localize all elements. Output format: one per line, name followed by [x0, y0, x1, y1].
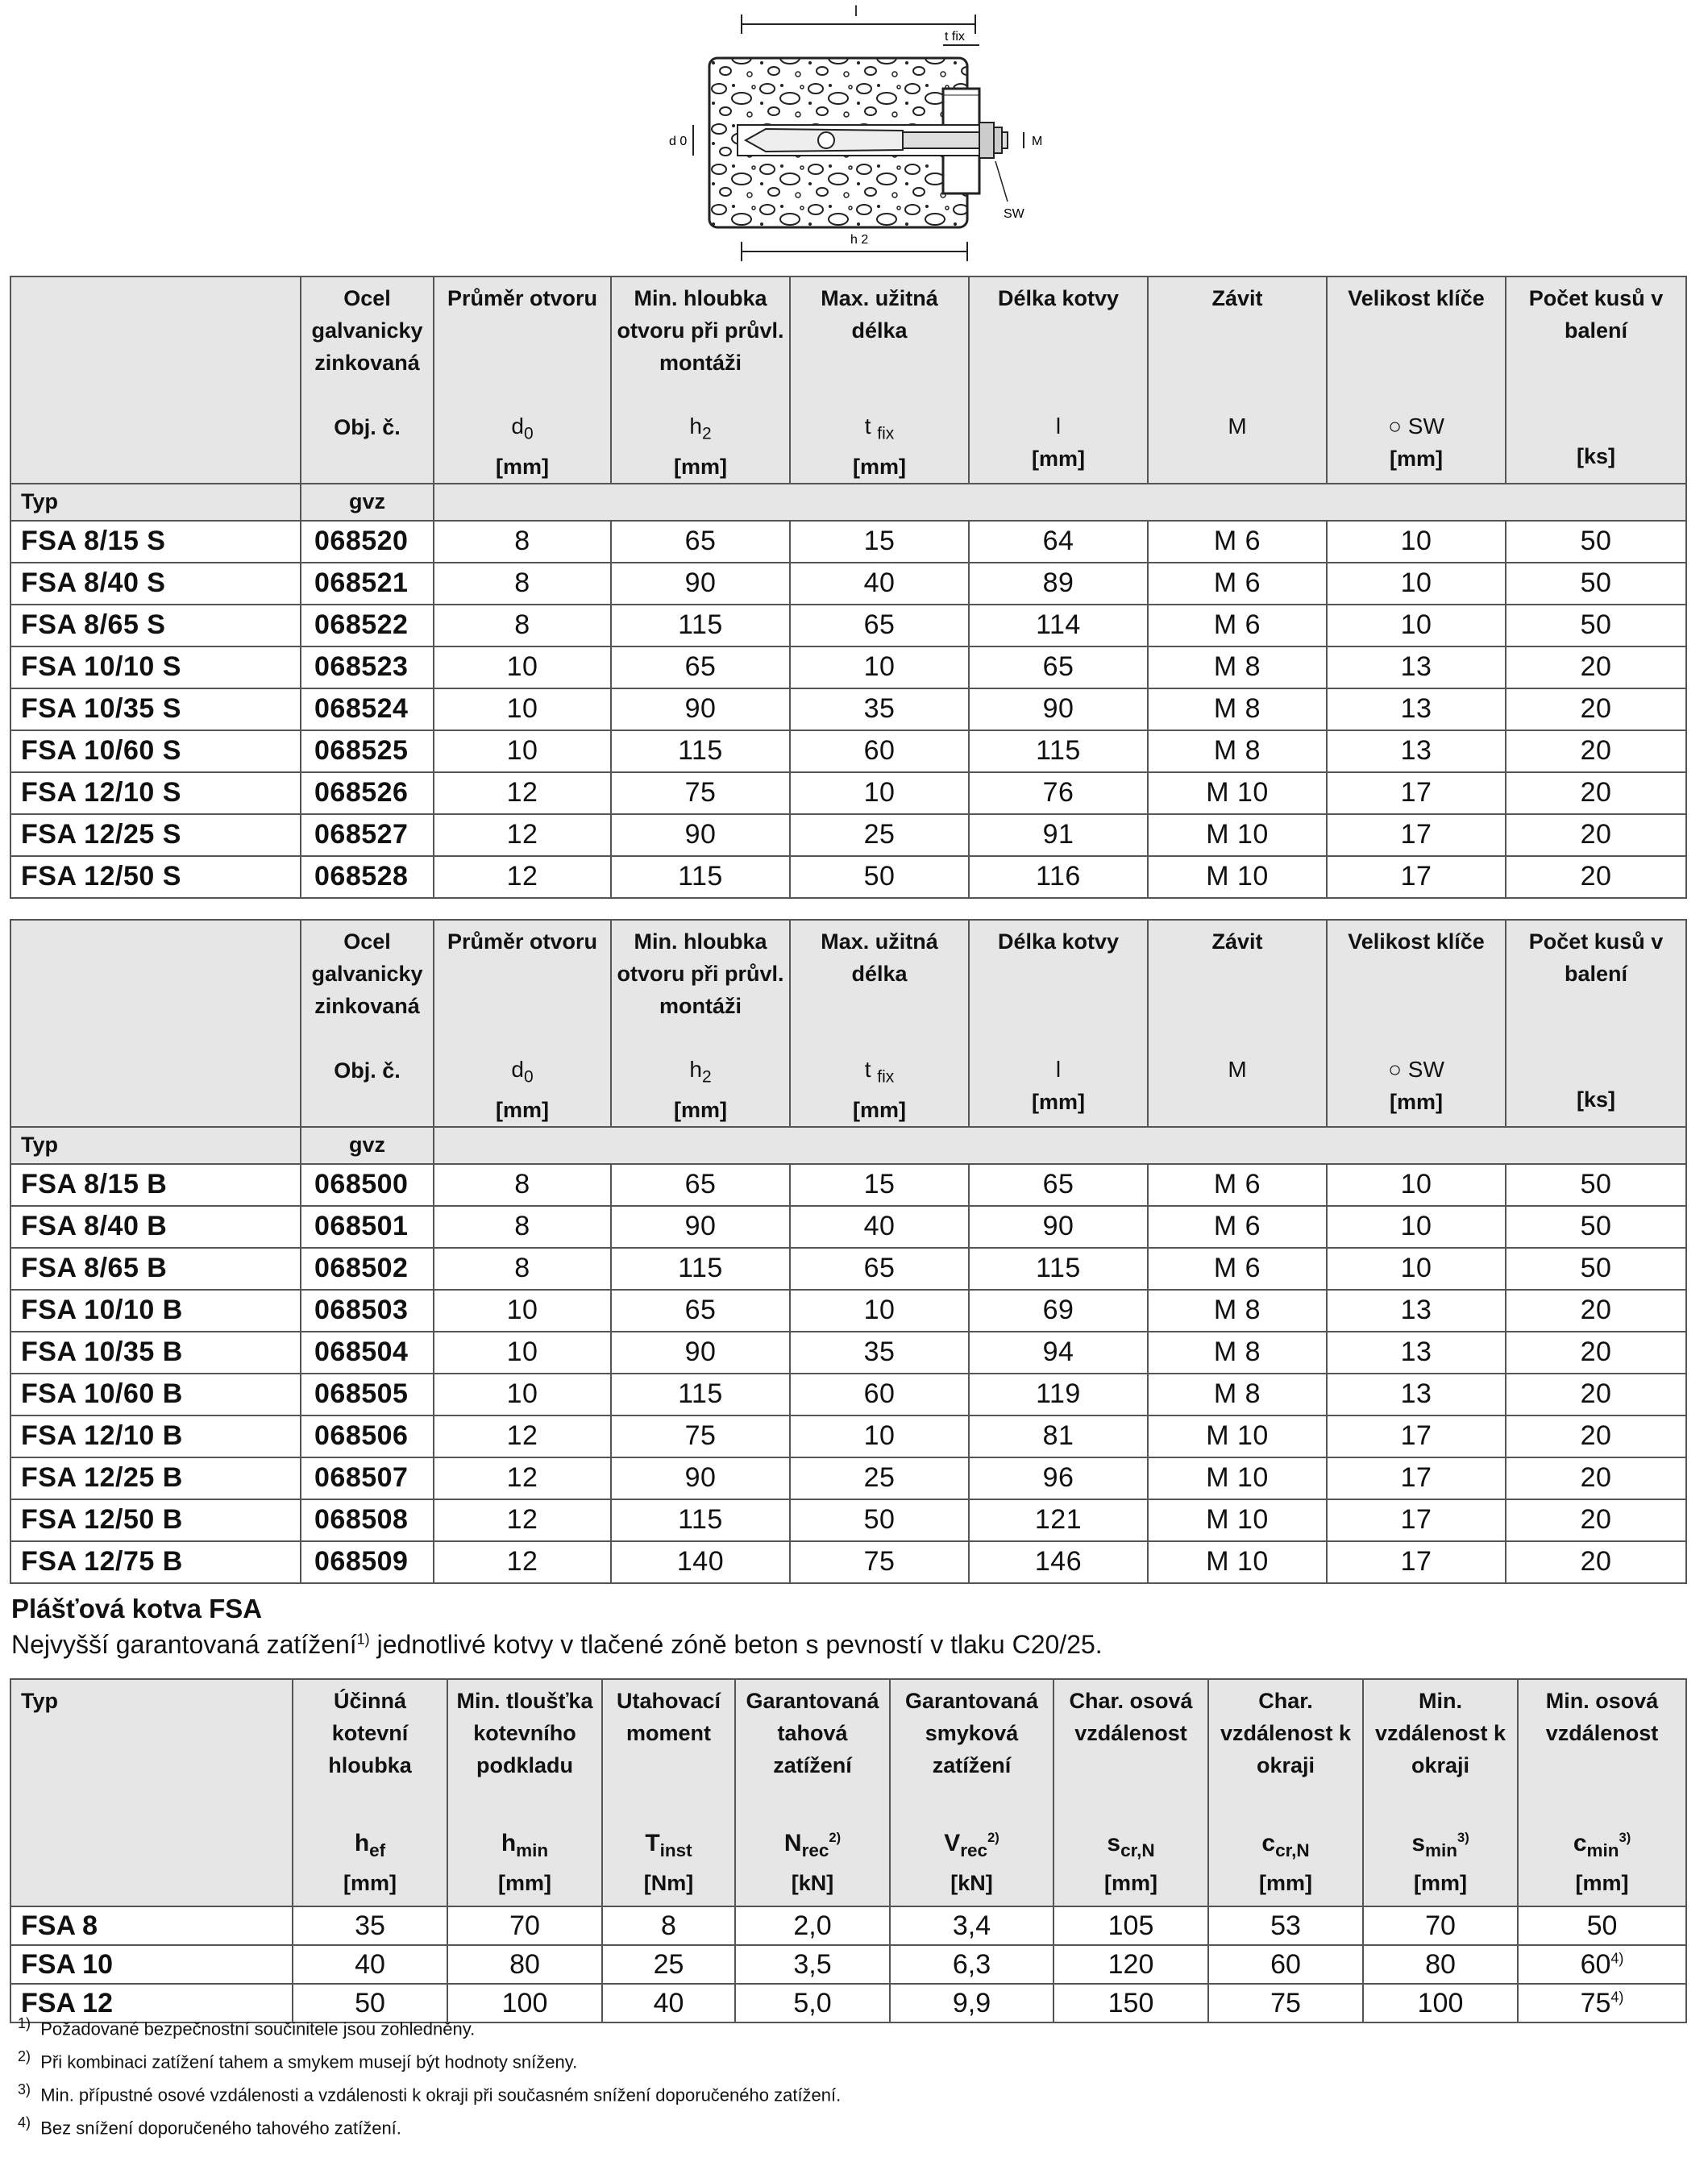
cell-value: 13	[1327, 688, 1506, 730]
cell-value: 50	[293, 1984, 447, 2022]
cell-order-no: 068501	[301, 1206, 434, 1248]
load-section-title: Plášťová kotva FSA	[11, 1594, 263, 1623]
footnote-3: $^{3)}$ Min. přípustné osové vzdálenosti a vzdálenosti k okraji při současném snížení doporučeného zatížení.	[18, 2081, 842, 2106]
cell-value: 15	[790, 521, 969, 563]
header-typ: Typ	[10, 484, 301, 521]
table-row	[10, 1248, 1686, 1290]
dim-h2-label: h 2	[850, 233, 869, 247]
footnote-1: $^{1)}$ Požadované bezpečnostní součinitele jsou zohledněny.	[18, 2015, 476, 2039]
load-header-4: Garantovaná tahová zatížení $N_{rec}^{2)}$ [kN]	[735, 1679, 890, 1906]
cell-type: FSA 10/35 B	[10, 1332, 301, 1374]
cell-value: 13	[1327, 1290, 1506, 1332]
cell-value: 10	[790, 646, 969, 688]
cell-value: 75	[790, 1541, 969, 1583]
cell-value: 76	[969, 772, 1148, 814]
header-thread: Závit M	[1148, 276, 1327, 484]
cell-value: 8	[602, 1906, 735, 1945]
cell-value: 17	[1327, 814, 1506, 856]
table-row	[10, 605, 1686, 646]
cell-type: FSA 8/40 S	[10, 563, 301, 605]
cell-value: 50	[1506, 605, 1686, 646]
cell-value: 96	[969, 1457, 1148, 1499]
table-row	[10, 1332, 1686, 1374]
dim-tfix-label: t fix	[945, 30, 965, 44]
table-load	[10, 1678, 1687, 2023]
cell-value: 17	[1327, 1415, 1506, 1457]
cell-value: 75	[611, 1415, 790, 1457]
table-row	[10, 1906, 1686, 1945]
header-pack-qty: Počet kusů v balení [ks]	[1506, 920, 1686, 1127]
cell-value: 115	[611, 1499, 790, 1541]
cell-value: 20	[1506, 1541, 1686, 1583]
cell-value: 25	[790, 814, 969, 856]
cell-value: 65	[790, 605, 969, 646]
cell-order-no: 068506	[301, 1415, 434, 1457]
cell-value: 20	[1506, 1415, 1686, 1457]
load-header-1: Účinná kotevní hloubka $h_{ef}$ [mm]	[293, 1679, 447, 1906]
cell-value: 60$^{4)}$	[1518, 1945, 1686, 1984]
cell-value: 50	[1506, 1248, 1686, 1290]
cell-value: 114	[969, 605, 1148, 646]
cell-value: 10	[434, 1374, 611, 1415]
cell-value: 9,9	[890, 1984, 1053, 2022]
dim-sw-label: SW	[1004, 207, 1024, 221]
cell-value: 40	[790, 563, 969, 605]
cell-value: 75	[1208, 1984, 1363, 2022]
cell-type: FSA 12/10 S	[10, 772, 301, 814]
table-fsa-b	[10, 919, 1687, 1584]
cell-value: 90	[969, 688, 1148, 730]
cell-value: M 8	[1148, 730, 1327, 772]
cell-type: FSA 8/65 S	[10, 605, 301, 646]
cell-value: M 6	[1148, 1248, 1327, 1290]
cell-value: 10	[790, 772, 969, 814]
cell-value: M 8	[1148, 1374, 1327, 1415]
cell-value: 20	[1506, 1457, 1686, 1499]
cell-type: FSA 12/25 B	[10, 1457, 301, 1499]
cell-order-no: 068508	[301, 1499, 434, 1541]
load-header-2: Min. tloušťka kotevního podkladu $h_{min}$ [mm]	[447, 1679, 602, 1906]
cell-value: 115	[611, 856, 790, 898]
cell-value: 8	[434, 521, 611, 563]
cell-value: 120	[1053, 1945, 1208, 1984]
cell-value: 17	[1327, 1541, 1506, 1583]
cell-value: M 8	[1148, 1290, 1327, 1332]
cell-value: 12	[434, 1541, 611, 1583]
cell-value: 90	[611, 1457, 790, 1499]
header-steel: Ocel galvanicky zinkovaná Obj. č.	[301, 920, 434, 1127]
cell-type: FSA 8/65 B	[10, 1248, 301, 1290]
cell-value: 20	[1506, 772, 1686, 814]
table-row	[10, 1290, 1686, 1332]
cell-value: 40	[293, 1945, 447, 1984]
load-section-subtitle: Nejvyšší garantovaná zatížení$^{1)}$ jednotlivé kotvy v tlačené zóně beton s pevností v tlaku C20/25.	[11, 1630, 1103, 1659]
table-row	[10, 730, 1686, 772]
cell-value: 17	[1327, 856, 1506, 898]
header-wrench-size: Velikost klíče ○ SW [mm]	[1327, 920, 1506, 1127]
cell-type: FSA 8/40 B	[10, 1206, 301, 1248]
cell-value: M 8	[1148, 646, 1327, 688]
table-row	[10, 688, 1686, 730]
cell-value: 40	[790, 1206, 969, 1248]
cell-value: 65	[969, 646, 1148, 688]
header-hole-depth: Min. hloubka otvoru při průvl. montáži $h_2$ [mm]	[611, 920, 790, 1127]
cell-value: 25	[602, 1945, 735, 1984]
cell-value: 69	[969, 1290, 1148, 1332]
cell-value: 75	[611, 772, 790, 814]
header-wrench-size: Velikost klíče ○ SW [mm]	[1327, 276, 1506, 484]
cell-value: 10	[790, 1290, 969, 1332]
header-gvz: gvz	[301, 484, 434, 521]
cell-value: M 8	[1148, 688, 1327, 730]
footnote-2: $^{2)}$ Při kombinaci zatížení tahem a smykem musejí být hodnoty sníženy.	[18, 2048, 578, 2072]
cell-value: 13	[1327, 1374, 1506, 1415]
cell-value: 10	[1327, 563, 1506, 605]
cell-order-no: 068527	[301, 814, 434, 856]
table-row	[10, 1206, 1686, 1248]
cell-value: 90	[611, 1332, 790, 1374]
header-hole-diameter: Průměr otvoru $d_0$ [mm]	[434, 920, 611, 1127]
cell-value: 60	[790, 1374, 969, 1415]
cell-value: 50	[1506, 521, 1686, 563]
cell-value: 6,3	[890, 1945, 1053, 1984]
cell-value: 90	[611, 1206, 790, 1248]
cell-value: 10	[434, 688, 611, 730]
header-empty	[10, 920, 301, 1127]
load-header-3: Utahovací moment $T_{inst}$ [Nm]	[602, 1679, 735, 1906]
table-row	[10, 563, 1686, 605]
cell-value: 20	[1506, 1332, 1686, 1374]
cell-value: 20	[1506, 856, 1686, 898]
anchor-diagram	[661, 0, 1080, 266]
cell-value: 115	[611, 730, 790, 772]
cell-value: 35	[790, 688, 969, 730]
cell-value: 115	[969, 730, 1148, 772]
cell-value: 94	[969, 1332, 1148, 1374]
cell-value: 105	[1053, 1906, 1208, 1945]
cell-type: FSA 10/60 S	[10, 730, 301, 772]
cell-value: 3,5	[735, 1945, 890, 1984]
cell-type: FSA 8/15 S	[10, 521, 301, 563]
cell-value: 13	[1327, 646, 1506, 688]
cell-value: 8	[434, 1206, 611, 1248]
cell-order-no: 068526	[301, 772, 434, 814]
cell-value: M 6	[1148, 605, 1327, 646]
cell-value: 90	[969, 1206, 1148, 1248]
cell-value: 10	[1327, 605, 1506, 646]
cell-order-no: 068507	[301, 1457, 434, 1499]
cell-value: M 10	[1148, 814, 1327, 856]
cell-order-no: 068509	[301, 1541, 434, 1583]
header-usable-length: Max. užitná délka t $_{fix}$ [mm]	[790, 276, 969, 484]
header-steel: Ocel galvanicky zinkovaná Obj. č.	[301, 276, 434, 484]
cell-value: 12	[434, 856, 611, 898]
table-row	[10, 1415, 1686, 1457]
cell-type: FSA 12/50 S	[10, 856, 301, 898]
cell-value: 80	[1363, 1945, 1518, 1984]
load-header-5: Garantovaná smyková zatížení $V_{rec}^{2)}$ [kN]	[890, 1679, 1053, 1906]
cell-value: 65	[969, 1164, 1148, 1206]
cell-type: FSA 10	[10, 1945, 293, 1984]
cell-value: 53	[1208, 1906, 1363, 1945]
cell-value: 15	[790, 1164, 969, 1206]
cell-value: 20	[1506, 688, 1686, 730]
cell-value: M 10	[1148, 1415, 1327, 1457]
cell-value: 65	[611, 521, 790, 563]
cell-value: 50	[1506, 1206, 1686, 1248]
cell-type: FSA 12/50 B	[10, 1499, 301, 1541]
cell-value: M 6	[1148, 521, 1327, 563]
cell-value: 121	[969, 1499, 1148, 1541]
header-pack-qty: Počet kusů v balení [ks]	[1506, 276, 1686, 484]
cell-value: 140	[611, 1541, 790, 1583]
cell-value: 70	[1363, 1906, 1518, 1945]
load-header-6: Char. osová vzdálenost $s_{cr,N}$ [mm]	[1053, 1679, 1208, 1906]
cell-order-no: 068528	[301, 856, 434, 898]
cell-order-no: 068523	[301, 646, 434, 688]
footnote-4: $^{4)}$ Bez snížení doporučeného tahového zatížení.	[18, 2114, 401, 2139]
cell-value: 10	[434, 1290, 611, 1332]
cell-value: M 10	[1148, 1457, 1327, 1499]
cell-value: 10	[1327, 521, 1506, 563]
header-usable-length: Max. užitná délka t $_{fix}$ [mm]	[790, 920, 969, 1127]
cell-value: 10	[790, 1415, 969, 1457]
cell-value: 50	[1506, 563, 1686, 605]
cell-value: 3,4	[890, 1906, 1053, 1945]
header-thread: Závit M	[1148, 920, 1327, 1127]
cell-value: 146	[969, 1541, 1148, 1583]
table-row	[10, 1374, 1686, 1415]
cell-value: 8	[434, 1164, 611, 1206]
cell-value: 70	[447, 1906, 602, 1945]
header-anchor-length: Délka kotvy l [mm]	[969, 276, 1148, 484]
dim-d0-label: d 0	[669, 135, 688, 148]
cell-order-no: 068524	[301, 688, 434, 730]
cell-type: FSA 10/60 B	[10, 1374, 301, 1415]
load-header-7: Char. vzdálenost k okraji $c_{cr,N}$ [mm]	[1208, 1679, 1363, 1906]
cell-value: 100	[447, 1984, 602, 2022]
cell-value: 65	[790, 1248, 969, 1290]
cell-value: 12	[434, 1499, 611, 1541]
cell-value: 90	[611, 814, 790, 856]
cell-value: 116	[969, 856, 1148, 898]
table-row	[10, 1457, 1686, 1499]
table-row	[10, 814, 1686, 856]
cell-value: M 10	[1148, 1499, 1327, 1541]
cell-value: 20	[1506, 646, 1686, 688]
table-row	[10, 1945, 1686, 1984]
cell-value: 115	[969, 1248, 1148, 1290]
table-row	[10, 1499, 1686, 1541]
cell-type: FSA 10/10 S	[10, 646, 301, 688]
header-typ: Typ	[10, 1127, 301, 1164]
cell-value: 90	[611, 563, 790, 605]
cell-value: 8	[434, 605, 611, 646]
dim-m-label: M	[1032, 135, 1043, 148]
cell-value: 50	[790, 1499, 969, 1541]
cell-value: 50	[1518, 1906, 1686, 1945]
cell-type: FSA 10/35 S	[10, 688, 301, 730]
load-header-0: Typ	[10, 1679, 293, 1906]
cell-value: 81	[969, 1415, 1148, 1457]
table-row	[10, 856, 1686, 898]
cell-type: FSA 8/15 B	[10, 1164, 301, 1206]
cell-value: 50	[1506, 1164, 1686, 1206]
cell-value: 75$^{4)}$	[1518, 1984, 1686, 2022]
cell-value: 25	[790, 1457, 969, 1499]
table-row	[10, 772, 1686, 814]
table-row	[10, 521, 1686, 563]
load-header-8: Min. vzdálenost k okraji $s_{min}^{3)}$ [mm]	[1363, 1679, 1518, 1906]
cell-value: 64	[969, 521, 1148, 563]
cell-value: 119	[969, 1374, 1148, 1415]
cell-value: 12	[434, 1457, 611, 1499]
cell-value: 91	[969, 814, 1148, 856]
cell-value: 80	[447, 1945, 602, 1984]
table-fsa-s	[10, 276, 1687, 899]
cell-value: 13	[1327, 730, 1506, 772]
cell-value: 65	[611, 1164, 790, 1206]
cell-type: FSA 12/25 S	[10, 814, 301, 856]
cell-value: 17	[1327, 772, 1506, 814]
cell-value: 12	[434, 772, 611, 814]
cell-value: 65	[611, 646, 790, 688]
dim-l-label: l	[854, 3, 858, 19]
cell-value: 8	[434, 563, 611, 605]
header-empty	[10, 276, 301, 484]
cell-value: 100	[1363, 1984, 1518, 2022]
cell-order-no: 068522	[301, 605, 434, 646]
header-gvz: gvz	[301, 1127, 434, 1164]
cell-order-no: 068504	[301, 1332, 434, 1374]
cell-value: 10	[1327, 1164, 1506, 1206]
cell-value: 10	[1327, 1248, 1506, 1290]
cell-value: M 6	[1148, 1164, 1327, 1206]
header-anchor-length: Délka kotvy l [mm]	[969, 920, 1148, 1127]
cell-value: 150	[1053, 1984, 1208, 2022]
cell-value: 89	[969, 563, 1148, 605]
cell-value: M 10	[1148, 856, 1327, 898]
header-hole-diameter: Průměr otvoru $d_0$ [mm]	[434, 276, 611, 484]
cell-value: 60	[1208, 1945, 1363, 1984]
cell-order-no: 068525	[301, 730, 434, 772]
cell-value: 115	[611, 1374, 790, 1415]
cell-value: 17	[1327, 1499, 1506, 1541]
cell-order-no: 068521	[301, 563, 434, 605]
cell-value: M 6	[1148, 563, 1327, 605]
cell-value: 10	[434, 1332, 611, 1374]
cell-order-no: 068520	[301, 521, 434, 563]
cell-value: M 10	[1148, 772, 1327, 814]
cell-type: FSA 12/10 B	[10, 1415, 301, 1457]
table-row	[10, 646, 1686, 688]
cell-value: 12	[434, 814, 611, 856]
cell-type: FSA 10/10 B	[10, 1290, 301, 1332]
cell-value: 65	[611, 1290, 790, 1332]
cell-order-no: 068505	[301, 1374, 434, 1415]
cell-value: 20	[1506, 1499, 1686, 1541]
cell-value: 8	[434, 1248, 611, 1290]
cell-value: 35	[293, 1906, 447, 1945]
header-hole-depth: Min. hloubka otvoru při průvl. montáži $h_2$ [mm]	[611, 276, 790, 484]
cell-type: FSA 12/75 B	[10, 1541, 301, 1583]
load-header-9: Min. osová vzdálenost $c_{min}^{3)}$ [mm]	[1518, 1679, 1686, 1906]
cell-order-no: 068503	[301, 1290, 434, 1332]
cell-value: 20	[1506, 730, 1686, 772]
cell-value: 10	[1327, 1206, 1506, 1248]
cell-value: 35	[790, 1332, 969, 1374]
cell-value: M 6	[1148, 1206, 1327, 1248]
cell-type: FSA 12	[10, 1984, 293, 2022]
cell-value: 90	[611, 688, 790, 730]
cell-value: 20	[1506, 1290, 1686, 1332]
cell-value: 60	[790, 730, 969, 772]
cell-type: FSA 8	[10, 1906, 293, 1945]
cell-value: 5,0	[735, 1984, 890, 2022]
cell-value: 17	[1327, 1457, 1506, 1499]
cell-value: 20	[1506, 1374, 1686, 1415]
cell-value: 50	[790, 856, 969, 898]
cell-value: 20	[1506, 814, 1686, 856]
cell-value: M 10	[1148, 1541, 1327, 1583]
cell-value: 13	[1327, 1332, 1506, 1374]
cell-value: M 8	[1148, 1332, 1327, 1374]
cell-value: 12	[434, 1415, 611, 1457]
cell-value: 10	[434, 730, 611, 772]
cell-value: 10	[434, 646, 611, 688]
table-row	[10, 1164, 1686, 1206]
cell-value: 115	[611, 605, 790, 646]
table-row	[10, 1541, 1686, 1583]
cell-order-no: 068502	[301, 1248, 434, 1290]
cell-order-no: 068500	[301, 1164, 434, 1206]
cell-value: 40	[602, 1984, 735, 2022]
cell-value: 115	[611, 1248, 790, 1290]
cell-value: 2,0	[735, 1906, 890, 1945]
